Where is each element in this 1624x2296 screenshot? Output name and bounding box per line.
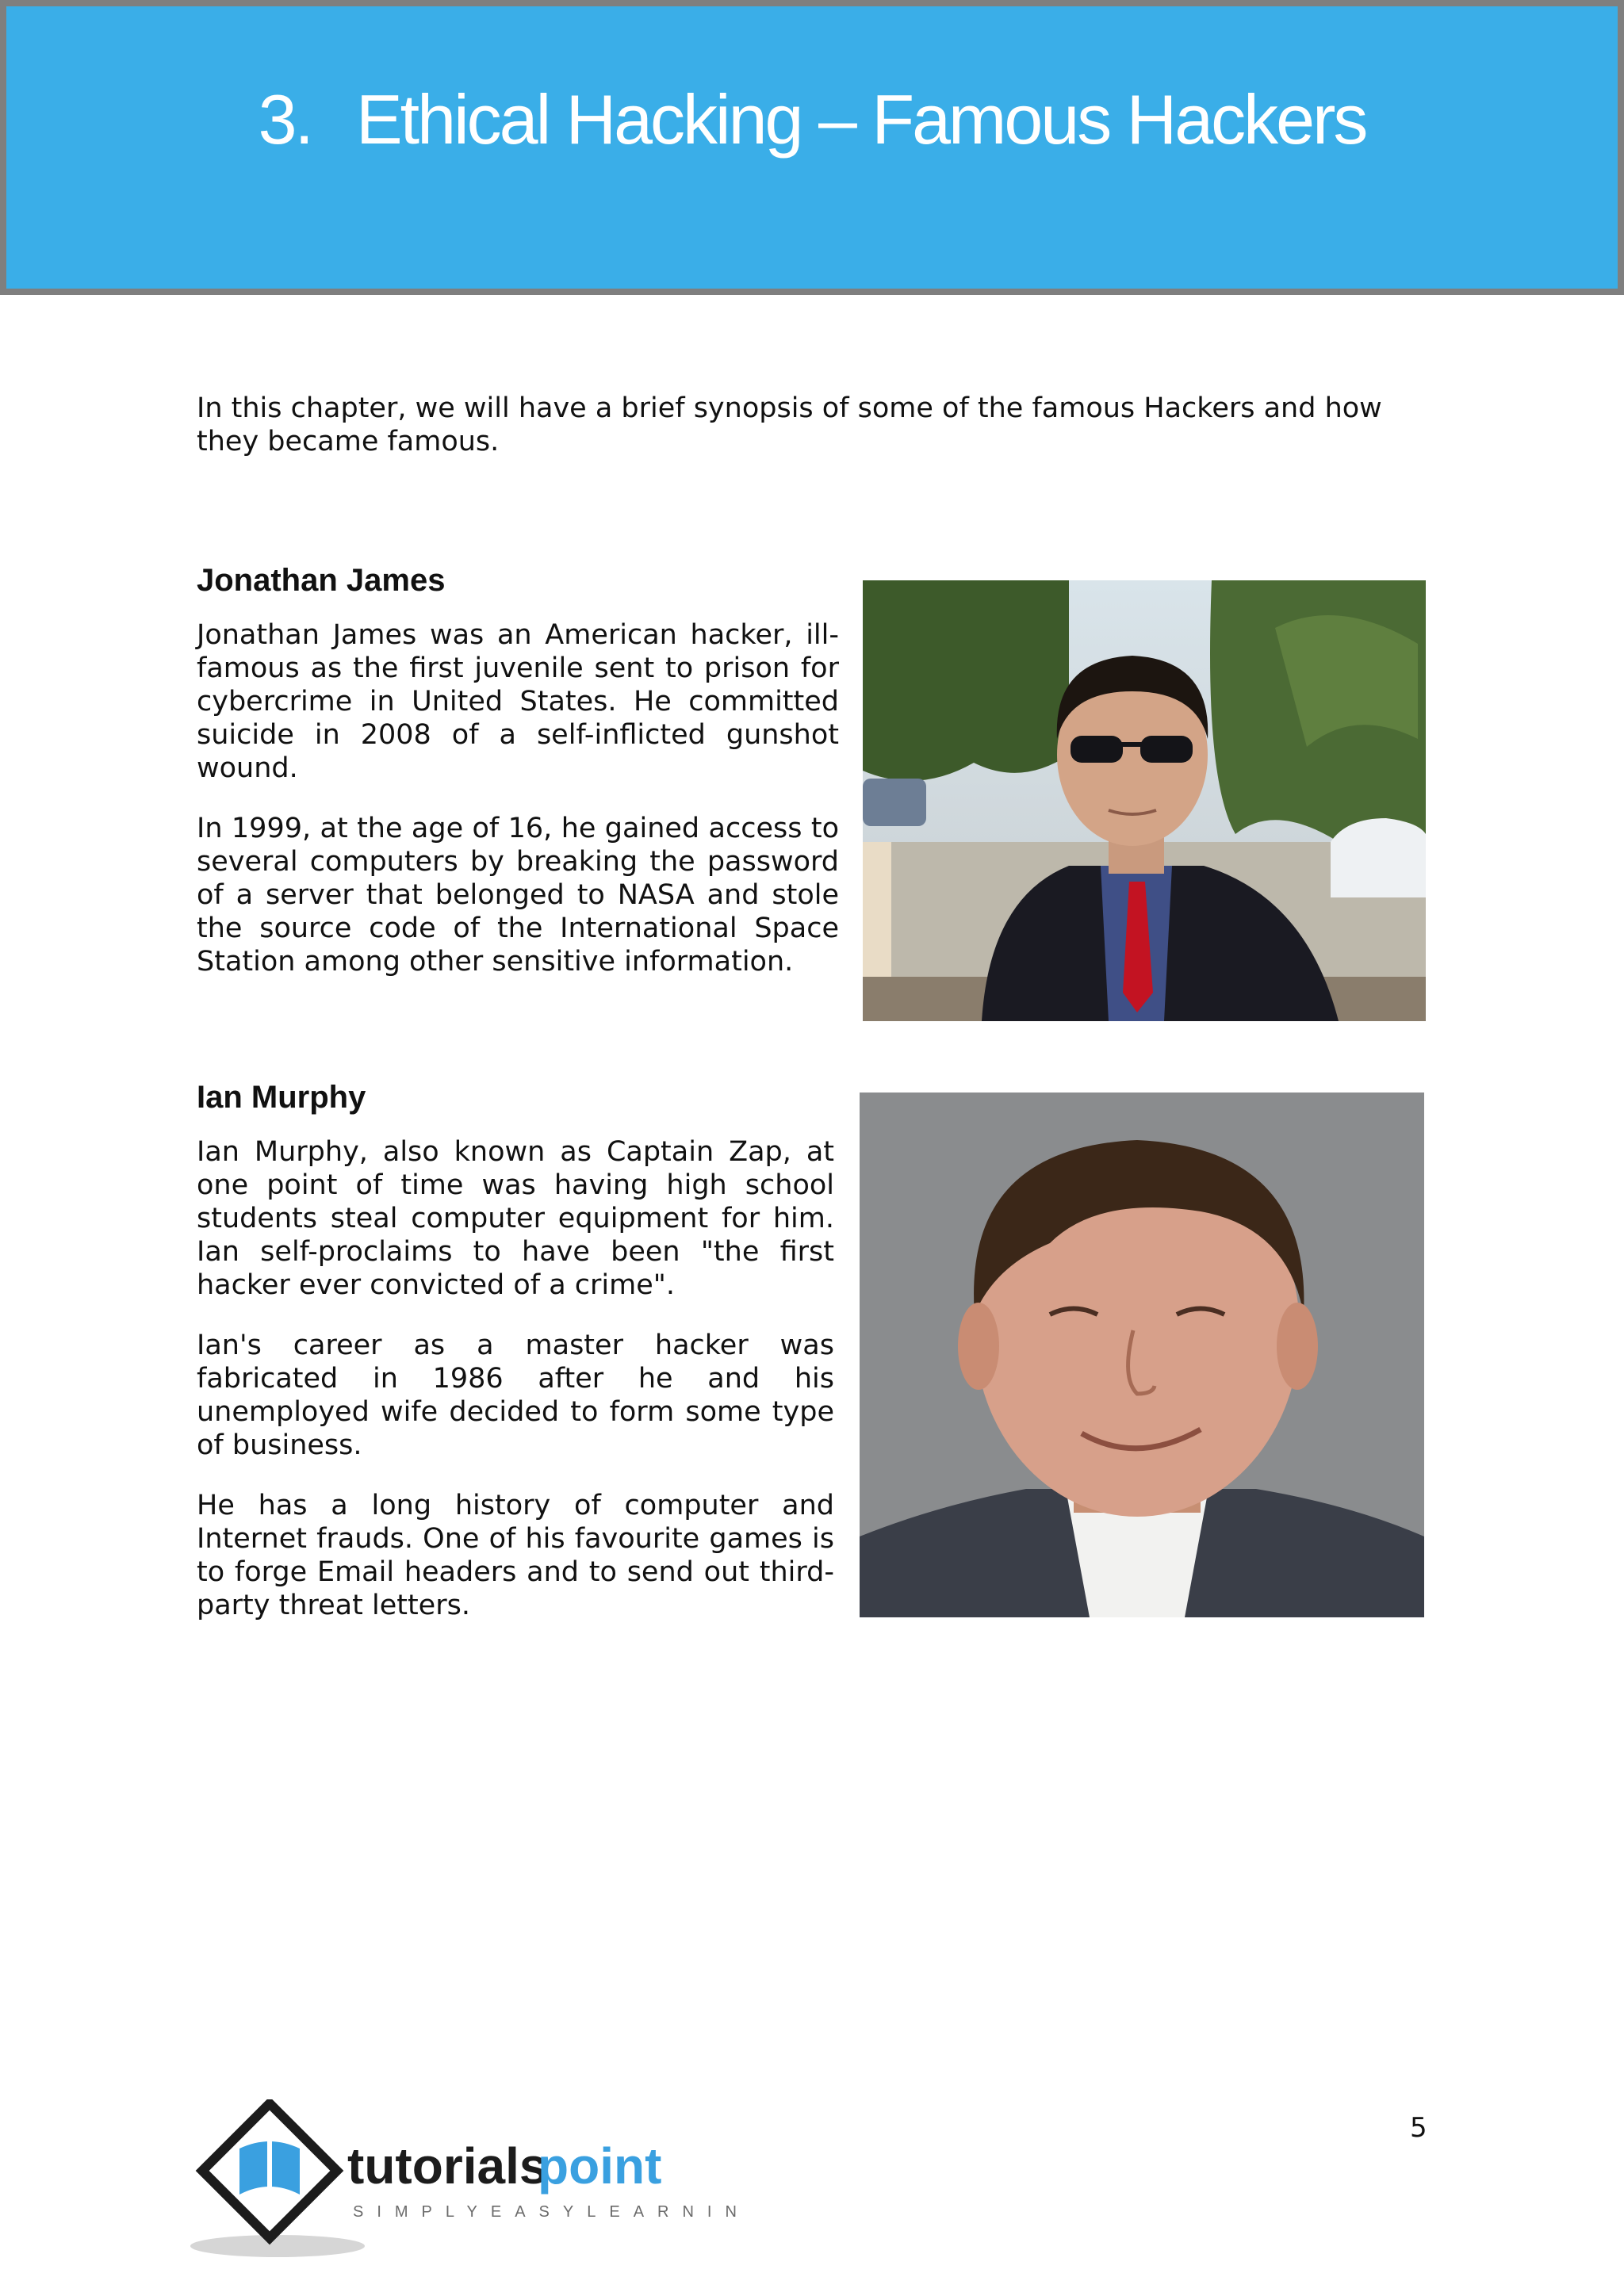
jonathan-james-photo bbox=[863, 580, 1426, 1021]
chapter-title-text: Ethical Hacking – Famous Hackers bbox=[355, 80, 1366, 159]
logo-wordmark-part1: tutorials bbox=[347, 2137, 548, 2195]
logo-wordmark-part2: point bbox=[538, 2137, 662, 2195]
section-heading-jonathan-james: Jonathan James bbox=[197, 563, 446, 598]
paragraph: He has a long history of computer and Internet frauds. One of his favourite games is to forge Email headers and to send out third-party threat letters. bbox=[197, 1490, 834, 1621]
section-body-ian-murphy bbox=[197, 1135, 834, 1649]
chapter-title bbox=[0, 79, 1624, 160]
ian-murphy-photo bbox=[860, 1093, 1424, 1617]
section-heading-ian-murphy: Ian Murphy bbox=[197, 1080, 366, 1115]
logo-tagline: SIMPLYEASYLEARNING bbox=[353, 2203, 745, 2221]
intro-paragraph: In this chapter, we will have a brief synopsis of some of the famous Hackers and how they became famous. bbox=[197, 392, 1382, 457]
page-number: 5 bbox=[1410, 2112, 1427, 2144]
chapter-number: 3. bbox=[258, 80, 312, 159]
logo-shadow bbox=[190, 2235, 365, 2257]
paragraph: Ian's career as a master hacker was fabricated in 1986 after he and his unemployed wife decided to form some type of business. bbox=[197, 1330, 834, 1461]
section-body-jonathan-james bbox=[197, 618, 839, 1005]
paragraph: Jonathan James was an American hacker, ill-famous as the first juvenile sent to prison for cybercrime in United States. He committed suicide in 2008 of a self-inflicted gunshot wound. bbox=[197, 619, 839, 784]
tutorialspoint-logo bbox=[190, 2099, 745, 2258]
paragraph: Ian Murphy, also known as Captain Zap, at one point of time was having high school students steal computer equipment for him. Ian self-proclaims to have been "the first hacker ever convicted of a crime". bbox=[197, 1136, 834, 1301]
paragraph: In 1999, at the age of 16, he gained access to several computers by breaking the password of a server that belonged to NASA and stole the source code of the International Space Station among other sensitive information. bbox=[197, 813, 839, 978]
